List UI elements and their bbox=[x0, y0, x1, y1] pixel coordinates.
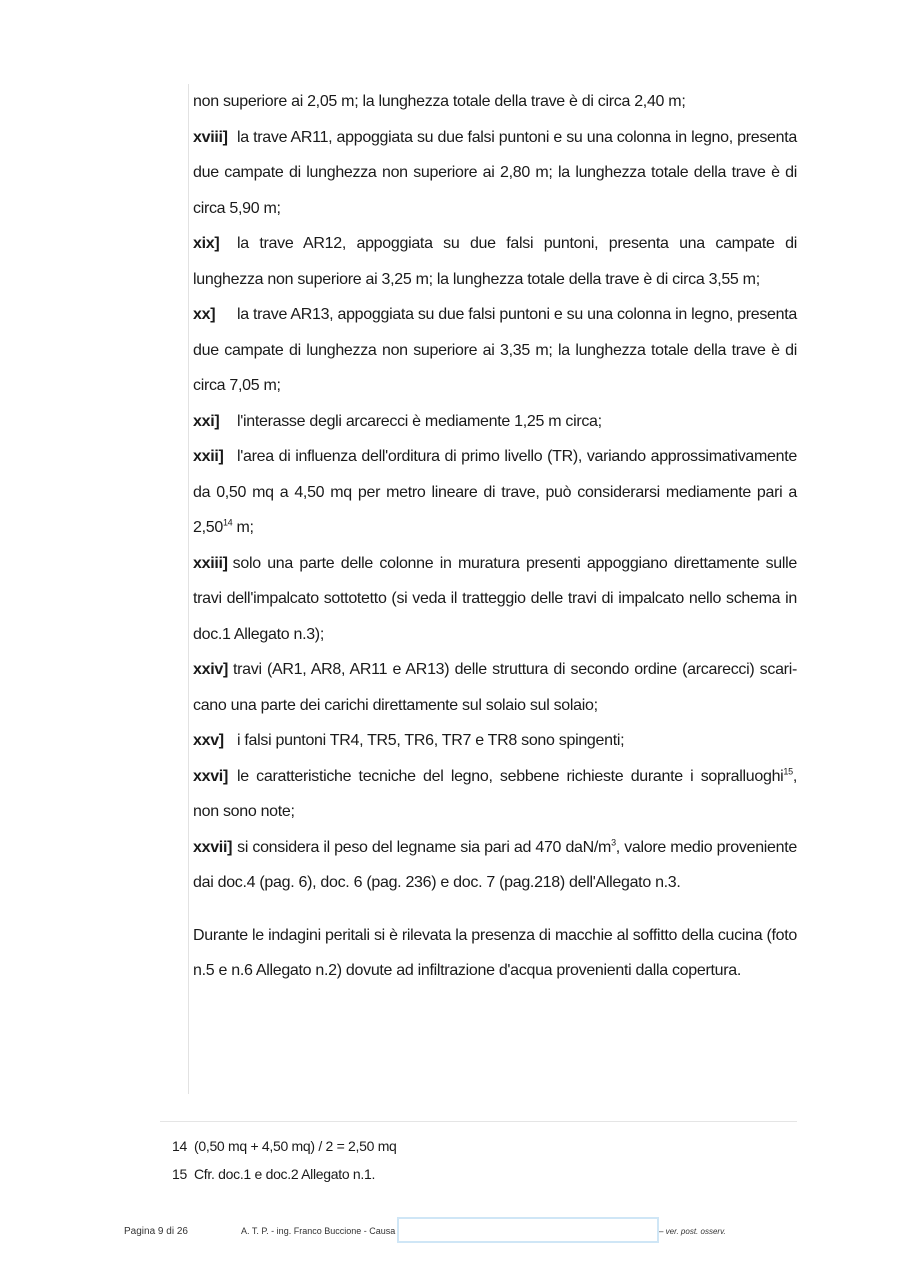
list-item-xxvii bbox=[193, 830, 797, 901]
footnote-ref-14[interactable]: 14 bbox=[222, 517, 233, 528]
item-text: le caratteristiche tecniche del legno, sebbene richieste durante i sopralluoghi bbox=[237, 767, 784, 785]
footnote-number: 15 bbox=[172, 1166, 187, 1182]
item-number: xxv] bbox=[193, 732, 224, 749]
list-item-xix bbox=[193, 226, 797, 297]
item-number: xxii] bbox=[193, 448, 224, 465]
item-text-tail: , valore medio proveniente dai doc.4 (pag. 6), doc. 6 (pag. 236) e doc. 7 (pag.218) dell'Allegato n.3. bbox=[193, 838, 797, 891]
item-number: xxiv] bbox=[193, 661, 228, 678]
item-text: la trave AR12, appoggiata su due falsi puntoni, presenta una campate di lunghezza non superiore ai 3,25 m; la lunghezza totale della trave è di circa 3,55 m; bbox=[193, 235, 797, 288]
item-number: xviii] bbox=[193, 128, 228, 146]
item-text-tail: m; bbox=[232, 519, 254, 536]
item-number: xxiii] bbox=[193, 554, 228, 572]
item-text: travi (AR1, AR8, AR11 e AR13) delle struttura di secondo ordine (arcarecci) scari-cano una parte dei carichi direttamente sul solaio sul solaio; bbox=[193, 661, 797, 714]
left-margin-rule bbox=[188, 84, 189, 1094]
superscript-exponent: 3 bbox=[611, 837, 616, 848]
footer-author: A. T. P. - ing. Franco Buccione - Causa bbox=[241, 1226, 396, 1236]
list-item-xviii bbox=[193, 120, 797, 227]
page-number: Pagina 9 di 26 bbox=[124, 1226, 188, 1237]
list-item-xxiii bbox=[193, 546, 797, 653]
item-number: xxi] bbox=[193, 412, 220, 430]
list-item-xxi bbox=[193, 404, 797, 440]
item-text: l'area di influenza dell'orditura di primo livello (TR), variando approssimativamente da 0,50 mq a 4,50 mq per metro lineare di trave, può considerarsi mediamente pari a 2,50 bbox=[193, 448, 797, 536]
footnote-14 bbox=[172, 1132, 397, 1160]
list-item-xxiv bbox=[193, 652, 797, 723]
item-text: la trave AR11, appoggiata su due falsi puntoni e su una colonna in legno, presenta due campate di lunghezza non superiore ai 2,80 m; la lunghezza totale della trave è di circa 5,90 m; bbox=[193, 128, 797, 217]
item-number: xix] bbox=[193, 235, 220, 252]
body-text bbox=[193, 84, 797, 989]
footnote-text: (0,50 mq + 4,50 mq) / 2 = 2,50 mq bbox=[194, 1138, 397, 1154]
item-number: xx] bbox=[193, 306, 216, 323]
item-text: si considera il peso del legname sia pari ad 470 daN/m bbox=[237, 838, 612, 856]
item-number: xxvii] bbox=[193, 838, 233, 856]
list-item-xx bbox=[193, 297, 797, 404]
footer-version: – ver. post. osserv. bbox=[659, 1227, 726, 1236]
closing-paragraph: Durante le indagini peritali si è rilevata la presenza di macchie al soffitto della cucina (foto n.5 e n.6 Allegato n.2) dovute ad infiltrazione d'acqua provenienti dalla copertura. bbox=[193, 926, 797, 979]
item-text: la trave AR13, appoggiata su due falsi puntoni e su una colonna in legno, presenta due campate di lunghezza non superiore ai 3,35 m; la lunghezza totale della trave è di circa 7,05 m; bbox=[193, 306, 797, 394]
footnote-separator bbox=[160, 1121, 797, 1122]
footnote-ref-15[interactable]: 15 bbox=[783, 766, 793, 777]
item-text: l'interasse degli arcarecci è mediamente 1,25 m circa; bbox=[237, 412, 602, 430]
causa-field[interactable] bbox=[397, 1217, 659, 1243]
list-item-xxv bbox=[193, 723, 797, 759]
list-item-xxii bbox=[193, 439, 797, 546]
list-item-xxvi bbox=[193, 759, 797, 830]
footnotes bbox=[172, 1132, 397, 1188]
item-text: solo una parte delle colonne in muratura presenti appoggiano direttamente sulle travi dell'impalcato sottotetto (si veda il tratteggio delle travi di impalcato nello schema in doc.1 Allegato n.3); bbox=[193, 554, 797, 643]
item-text: i falsi puntoni TR4, TR5, TR6, TR7 e TR8 sono spingenti; bbox=[237, 732, 625, 749]
item-text-tail: , non sono note; bbox=[193, 767, 797, 820]
item-number: xxvi] bbox=[193, 767, 228, 785]
footnote-15 bbox=[172, 1160, 397, 1188]
footnote-text: Cfr. doc.1 e doc.2 Allegato n.1. bbox=[194, 1166, 376, 1182]
footnote-number: 14 bbox=[172, 1138, 187, 1154]
continuation-line: non superiore ai 2,05 m; la lunghezza totale della trave è di circa 2,40 m; bbox=[193, 93, 686, 110]
